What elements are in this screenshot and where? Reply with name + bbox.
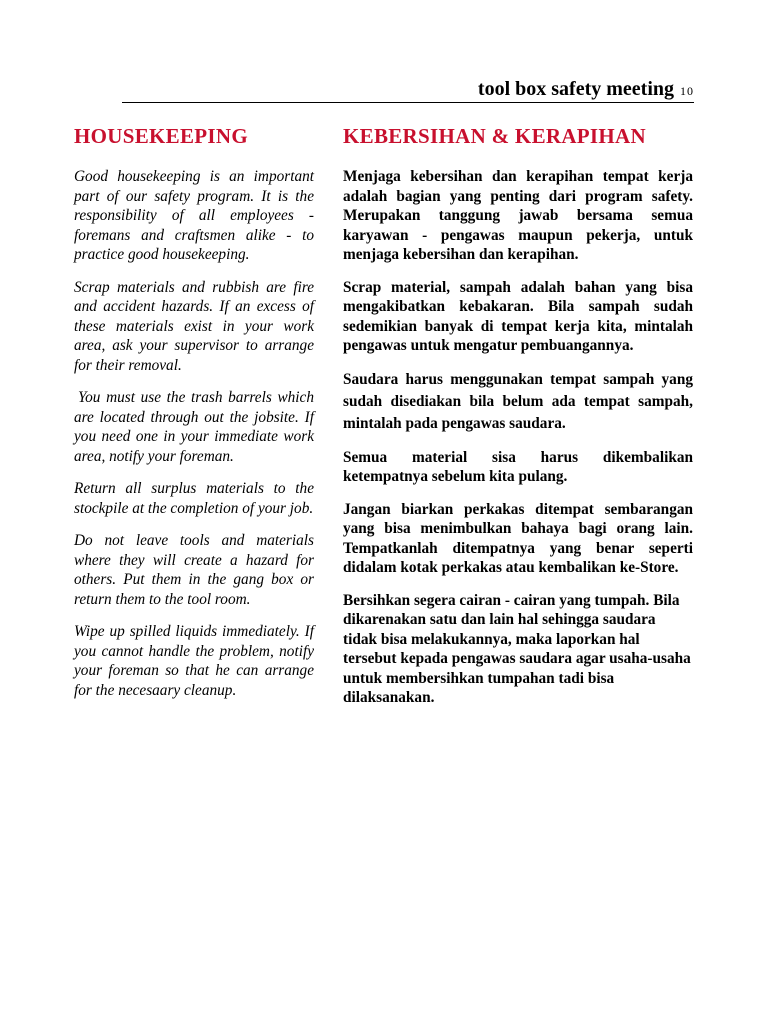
indonesian-paragraph: Saudara harus menggunakan tempat sampah yang sudah disediakan bila belum ada tempat sampah, mintalah pada pengawas saudara. (343, 370, 693, 432)
english-paragraph: Do not leave tools and materials where they will create a hazard for others. Put them in the gang box or return them to the tool room. (74, 532, 314, 608)
english-heading: HOUSEKEEPING (74, 124, 248, 148)
english-column (74, 124, 314, 713)
indonesian-paragraph: Jangan biarkan perkakas ditempat sembarangan yang bisa menimbulkan bahaya bagi orang lain. Tempatkanlah ditempatnya yang benar seperti didalam kotak perkakas atau kembalikan ke-Store. (343, 500, 693, 576)
indonesian-column (343, 124, 693, 721)
english-paragraph: You must use the trash barrels which are located through out the jobsite. If you need one in your immediate work area, notify your foreman. (74, 389, 314, 465)
indonesian-paragraph: Semua material sisa harus dikembalikan ketempatnya sebelum kita pulang. (343, 448, 693, 485)
header-title: tool box safety meeting (477, 78, 674, 100)
indonesian-heading: KEBERSIHAN & KERAPIHAN (343, 124, 646, 148)
english-paragraph: Return all surplus materials to the stockpile at the completion of your job. (74, 480, 314, 517)
english-paragraph: Scrap materials and rubbish are fire and accident hazards. If an excess of these materials exist in your work area, ask your supervisor to arrange for their removal. (74, 278, 314, 374)
indonesian-paragraph: Menjaga kebersihan dan kerapihan tempat kerja adalah bagian yang penting dari program safety. Merupakan tanggung jawab bersama semua karyawan - pengawas maupun pekerja, untuk menjaga kebersihan dan kerapihan. (343, 168, 693, 263)
page-header (122, 78, 694, 103)
indonesian-paragraph: Scrap material, sampah adalah bahan yang bisa mengakibatkan kebakaran. Bila sampah sudah sedemikian banyak di tempat kerja kita, mintalah pengawas untuk mengatur pembuangannya. (343, 278, 693, 354)
indonesian-paragraph: Bersihkan segera cairan - cairan yang tumpah. Bila dikarenakan satu dan lain hal sehingga saudara tidak bisa melakukannya, maka laporkan hal tersebut kepada pengawas saudara agar usaha-usaha untuk membersihkan tumpahan tadi bisa dilaksanakan. (343, 591, 691, 706)
english-paragraph: Wipe up spilled liquids immediately. If you cannot handle the problem, notify your foreman so that he can arrange for the necesaary cleanup. (74, 623, 314, 699)
english-paragraph: Good housekeeping is an important part of our safety program. It is the responsibility of all employees - foremans and craftsmen alike - to practice good housekeeping. (74, 168, 314, 263)
page-number: 10 (680, 84, 694, 98)
